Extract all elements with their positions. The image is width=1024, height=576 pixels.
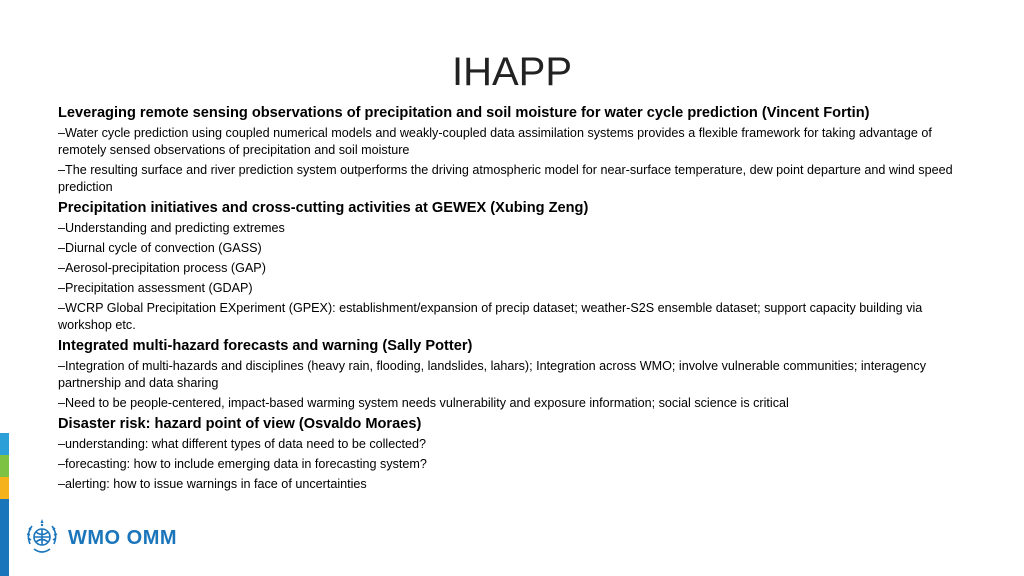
bullet-item: –understanding: what different types of data need to be collected? bbox=[58, 437, 427, 451]
bullet-item: –Understanding and predicting extremes bbox=[58, 221, 285, 235]
bullet-item: –The resulting surface and river prediction system outperforms the driving atmospheric model for near-surface temperature, dew point departure and wind speed prediction bbox=[58, 163, 953, 194]
bullet-item: –Precipitation assessment (GDAP) bbox=[58, 281, 253, 295]
bullet-item: –forecasting: how to include emerging data in forecasting system? bbox=[58, 457, 427, 471]
bullet-item: –Diurnal cycle of convection (GASS) bbox=[58, 241, 262, 255]
bullet-item: –Water cycle prediction using coupled numerical models and weakly-coupled data assimilation systems provides a flexible framework for taking advantage of remotely sensed observations of precipitation and soil moisture bbox=[58, 126, 932, 157]
color-strip-segment bbox=[0, 433, 9, 455]
section-heading: Leveraging remote sensing observations of precipitation and soil moisture for water cycle prediction (Vincent Fortin) bbox=[58, 105, 870, 121]
color-strip-segment bbox=[0, 477, 9, 499]
slide-content bbox=[58, 104, 958, 496]
bullet-item: –Integration of multi-hazards and disciplines (heavy rain, flooding, landslides, lahars); Integration across WMO; involve vulnerable communities; interagency partnership and data sharing bbox=[58, 359, 926, 390]
bullet-item: –Aerosol-precipitation process (GAP) bbox=[58, 261, 266, 275]
wmo-logo bbox=[22, 518, 177, 558]
section-heading: Integrated multi-hazard forecasts and warning (Sally Potter) bbox=[58, 338, 473, 354]
section-disaster-risk bbox=[58, 415, 958, 493]
section-multi-hazard bbox=[58, 337, 958, 412]
page-title: IHAPP bbox=[451, 50, 573, 94]
logo-text: WMO OMM bbox=[68, 526, 178, 549]
section-heading: Precipitation initiatives and cross-cutting activities at GEWEX (Xubing Zeng) bbox=[58, 200, 589, 216]
bullet-item: –alerting: how to issue warnings in face of uncertainties bbox=[58, 477, 367, 491]
color-strip-segment bbox=[0, 455, 9, 477]
section-remote-sensing bbox=[58, 104, 958, 196]
section-gewex bbox=[58, 199, 958, 334]
color-strip-segment bbox=[0, 499, 9, 576]
bullet-item: –Need to be people-centered, impact-based warming system needs vulnerability and exposure information; social science is critical bbox=[58, 396, 789, 410]
bullet-item: –WCRP Global Precipitation EXperiment (GPEX): establishment/expansion of precip dataset; weather-S2S ensemble dataset; support capacity building via workshop etc. bbox=[58, 301, 923, 332]
section-heading: Disaster risk: hazard point of view (Osvaldo Moraes) bbox=[58, 416, 422, 432]
wmo-emblem-icon bbox=[22, 518, 62, 558]
